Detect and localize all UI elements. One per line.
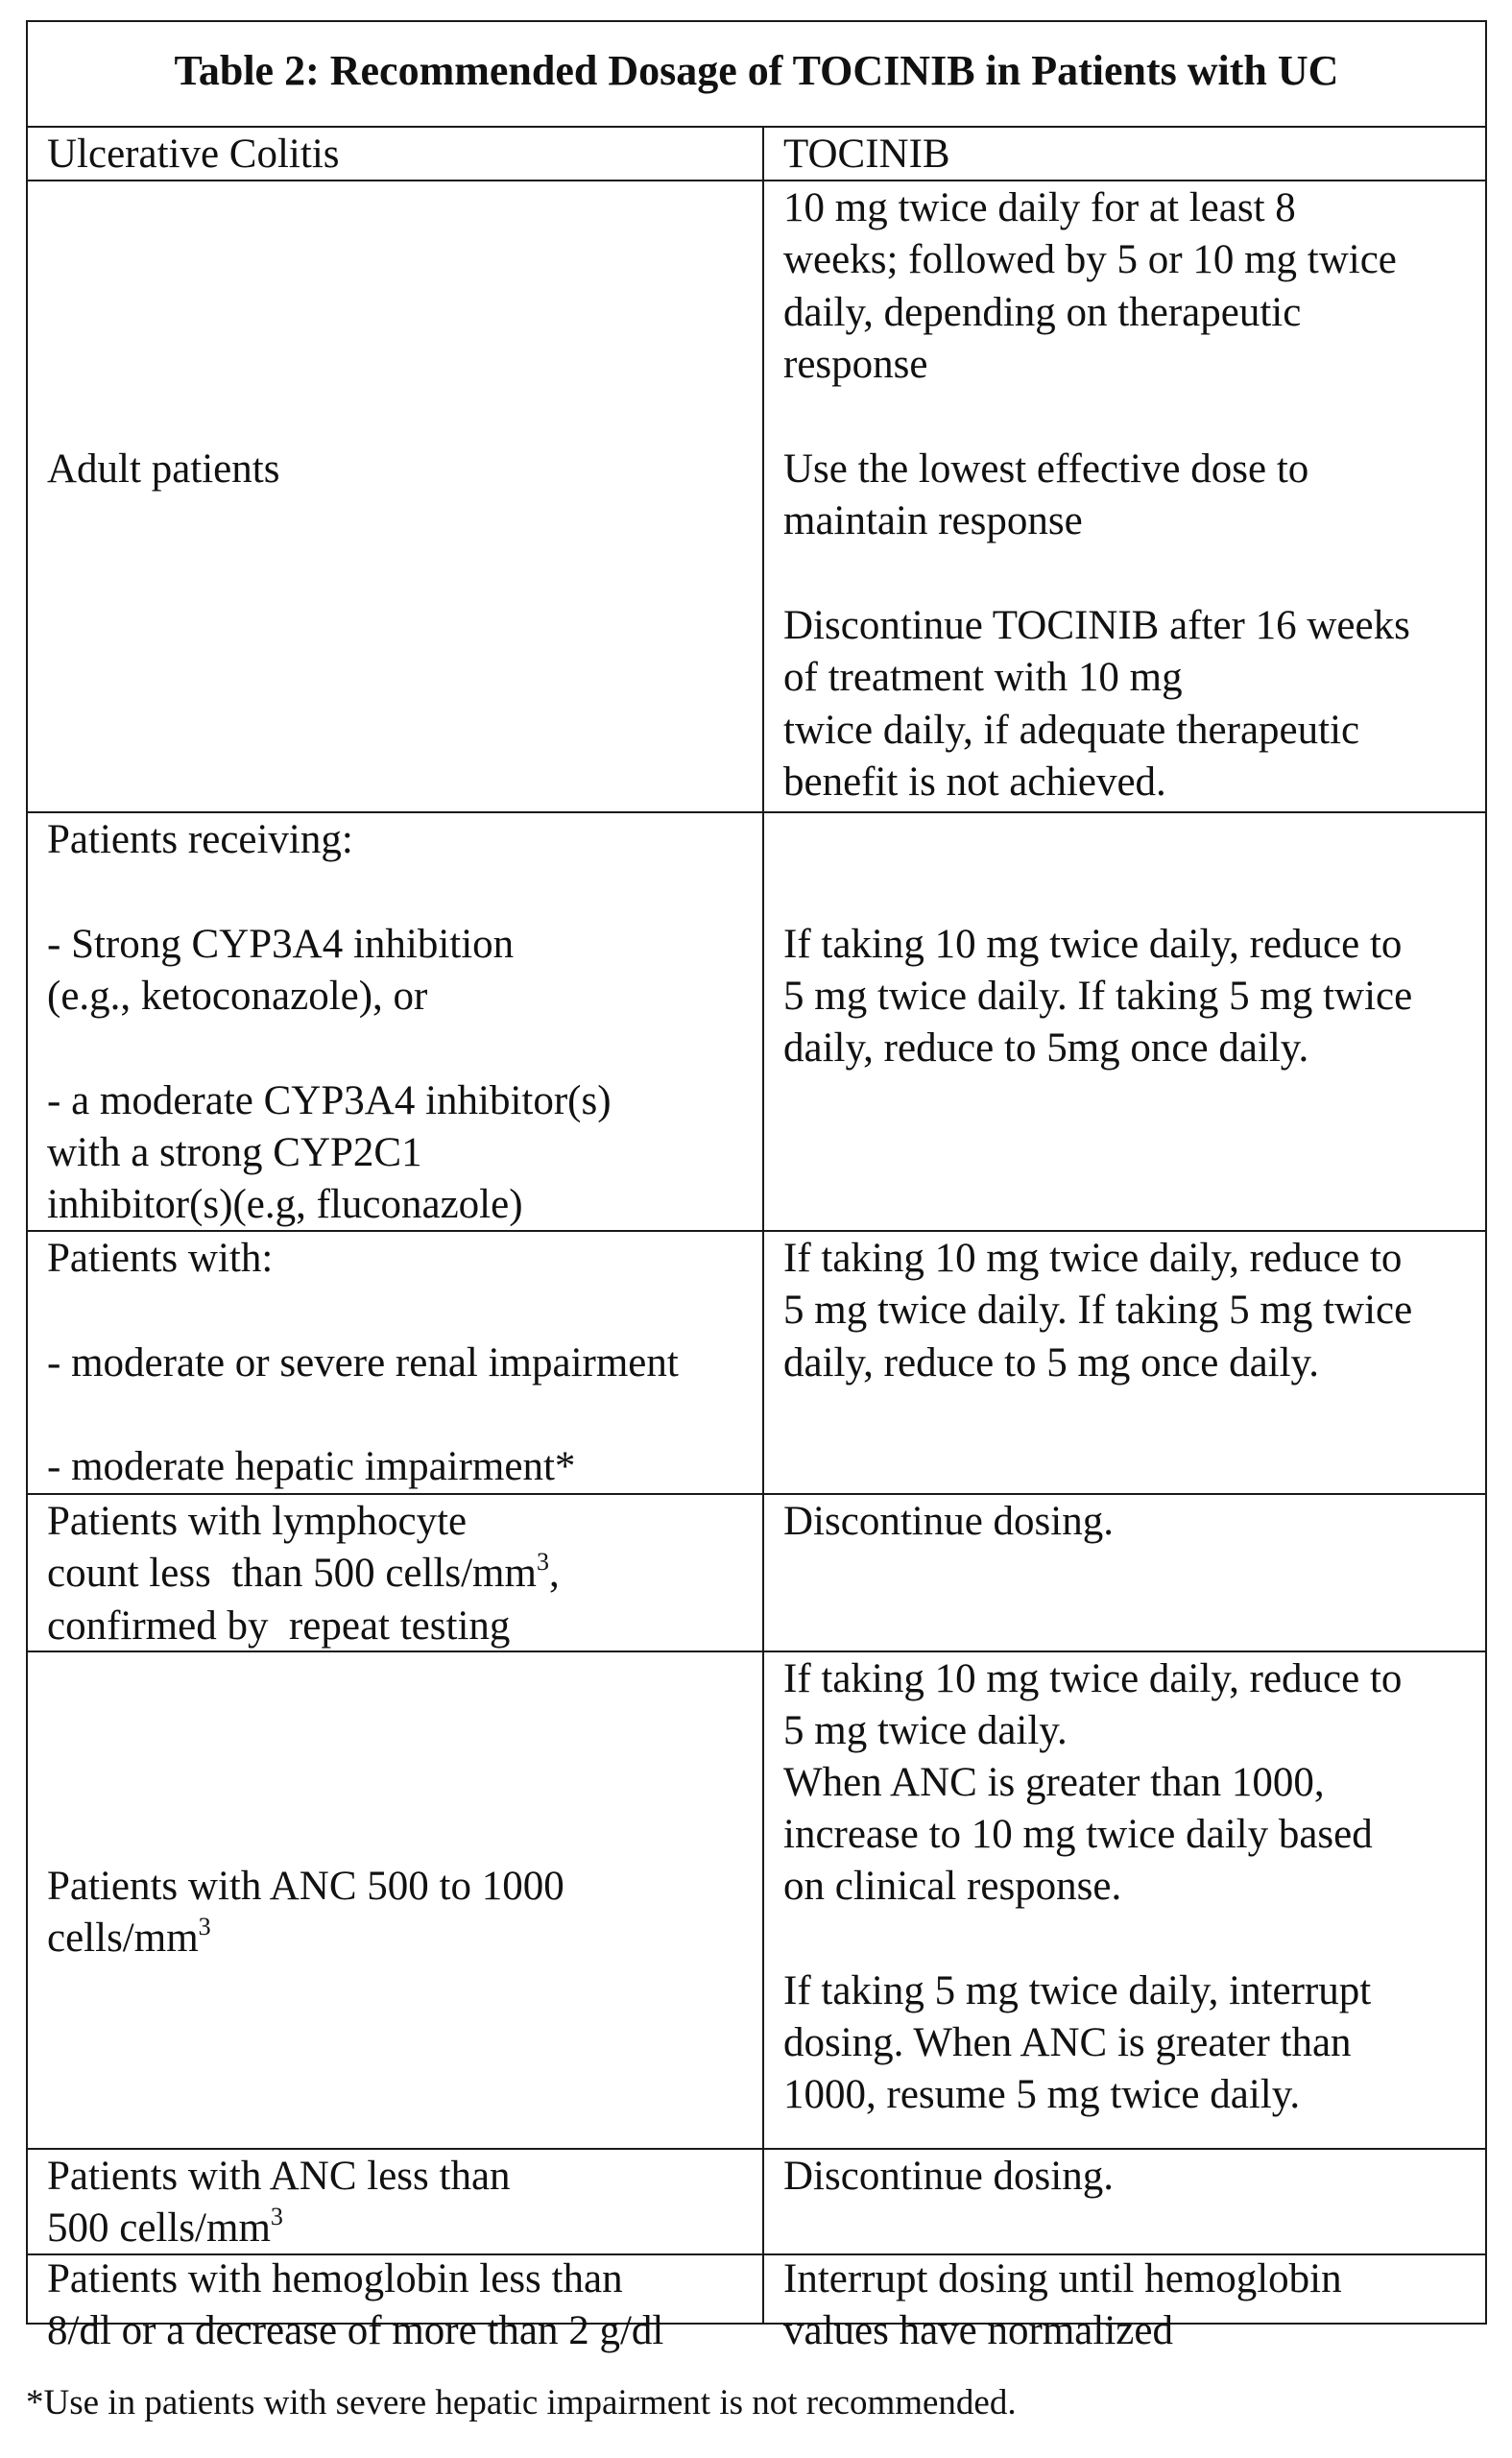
row-condition-cell	[28, 1232, 764, 1493]
footnote: *Use in patients with severe hepatic impairment is not recommended.	[26, 2383, 1017, 2422]
dosage-line: daily, depending on therapeutic	[783, 290, 1302, 335]
dosage-line: daily, reduce to 5 mg once daily.	[783, 1340, 1320, 1386]
row-condition-text: Patients with ANC 500 to 1000	[47, 1864, 564, 1909]
row-condition-text: - moderate or severe renal impairment	[47, 1340, 679, 1386]
row-condition-text: Adult patients	[47, 446, 280, 492]
row-condition-text: - Strong CYP3A4 inhibition	[47, 922, 515, 967]
table-row	[28, 2255, 1485, 2353]
table-row	[28, 1652, 1485, 2150]
row-dosage-cell	[764, 181, 1485, 811]
dosage-line: daily, reduce to 5mg once daily.	[783, 1025, 1309, 1071]
dosage-line: benefit is not achieved.	[783, 759, 1166, 805]
dosage-line: 10 mg twice daily for at least 8	[783, 185, 1296, 230]
row-condition-cell	[28, 181, 764, 811]
dosage-line: 5 mg twice daily. If taking 5 mg twice	[783, 974, 1413, 1019]
header-label-drug: TOCINIB	[783, 132, 950, 177]
superscript: 3	[536, 1547, 549, 1576]
row-condition-cell	[28, 2150, 764, 2253]
superscript: 3	[198, 1912, 211, 1940]
dosage-line: If taking 10 mg twice daily, reduce to	[783, 922, 1403, 967]
row-condition-text	[47, 1548, 560, 1601]
dosage-line: 5 mg twice daily.	[783, 1708, 1068, 1753]
table-row	[28, 1232, 1485, 1495]
header-cell-drug	[764, 128, 1485, 180]
superscript: 3	[270, 2202, 283, 2230]
row-condition-text	[47, 2203, 283, 2255]
row-condition-text: 8/dl or a decrease of more than 2 g/dl	[47, 2308, 664, 2353]
row-condition-cell	[28, 2255, 764, 2353]
row-condition-text	[47, 1913, 211, 1965]
table-row	[28, 1495, 1485, 1652]
row-dosage-cell	[764, 1495, 1485, 1651]
header-cell-condition	[28, 128, 764, 180]
table-row	[28, 181, 1485, 813]
dosage-line: increase to 10 mg twice daily based	[783, 1812, 1373, 1857]
row-dosage-cell	[764, 1232, 1485, 1493]
row-condition-text: with a strong CYP2C1	[47, 1130, 422, 1175]
table-header-row	[28, 128, 1485, 181]
dosage-line: Use the lowest effective dose to	[783, 446, 1309, 492]
dosage-line: on clinical response.	[783, 1864, 1122, 1909]
row-dosage-cell	[764, 1652, 1485, 2148]
row-condition-text: Patients with ANC less than	[47, 2154, 511, 2199]
dosage-line: values have normalized	[783, 2308, 1173, 2353]
row-condition-cell	[28, 813, 764, 1230]
dosage-table	[26, 20, 1487, 2353]
row-condition-text: inhibitor(s)(e.g, fluconazole)	[47, 1182, 523, 1227]
table-row	[28, 813, 1485, 1232]
dosage-line: Discontinue TOCINIB after 16 weeks	[783, 603, 1410, 648]
row-condition-text: ,	[548, 1551, 560, 1596]
table-row	[28, 2150, 1485, 2255]
row-condition-text: Patients with lymphocyte	[47, 1499, 468, 1544]
row-dosage-cell	[764, 813, 1485, 1230]
row-dosage-cell	[764, 2150, 1485, 2253]
dosage-line: twice daily, if adequate therapeutic	[783, 708, 1360, 753]
dosage-line: weeks; followed by 5 or 10 mg twice	[783, 237, 1397, 282]
row-condition-text: - moderate hepatic impairment*	[47, 1444, 576, 1489]
row-condition-text: (e.g., ketoconazole), or	[47, 974, 428, 1019]
dosage-line: If taking 10 mg twice daily, reduce to	[783, 1656, 1403, 1701]
row-condition-cell	[28, 1495, 764, 1651]
row-condition-text: Patients with:	[47, 1236, 274, 1281]
row-dosage-cell	[764, 2255, 1485, 2353]
dosage-line: of treatment with 10 mg	[783, 655, 1183, 700]
row-condition-text: confirmed by repeat testing	[47, 1603, 511, 1649]
dosage-line: Interrupt dosing until hemoglobin	[783, 2256, 1342, 2301]
row-condition-text: Patients receiving:	[47, 817, 353, 862]
dosage-line: Discontinue dosing.	[783, 2154, 1114, 2199]
dosage-line: response	[783, 342, 928, 387]
header-label-condition: Ulcerative Colitis	[47, 132, 340, 177]
dosage-line: If taking 5 mg twice daily, interrupt	[783, 1968, 1372, 2013]
row-condition-text: - a moderate CYP3A4 inhibitor(s)	[47, 1078, 612, 1123]
row-condition-text: Patients with hemoglobin less than	[47, 2256, 623, 2301]
row-condition-text: count less than 500 cells/mm	[47, 1551, 537, 1596]
table-title: Table 2: Recommended Dosage of TOCINIB in Patients with UC	[28, 22, 1485, 128]
dosage-line: When ANC is greater than 1000,	[783, 1760, 1325, 1805]
dosage-line: 1000, resume 5 mg twice daily.	[783, 2072, 1301, 2117]
row-condition-text: cells/mm	[47, 1916, 199, 1961]
dosage-line: maintain response	[783, 498, 1083, 543]
dosage-line: dosing. When ANC is greater than	[783, 2020, 1352, 2065]
row-condition-cell	[28, 1652, 764, 2148]
dosage-line: If taking 10 mg twice daily, reduce to	[783, 1236, 1403, 1281]
row-condition-text: 500 cells/mm	[47, 2205, 271, 2251]
dosage-line: Discontinue dosing.	[783, 1499, 1114, 1544]
dosage-line: 5 mg twice daily. If taking 5 mg twice	[783, 1288, 1413, 1333]
